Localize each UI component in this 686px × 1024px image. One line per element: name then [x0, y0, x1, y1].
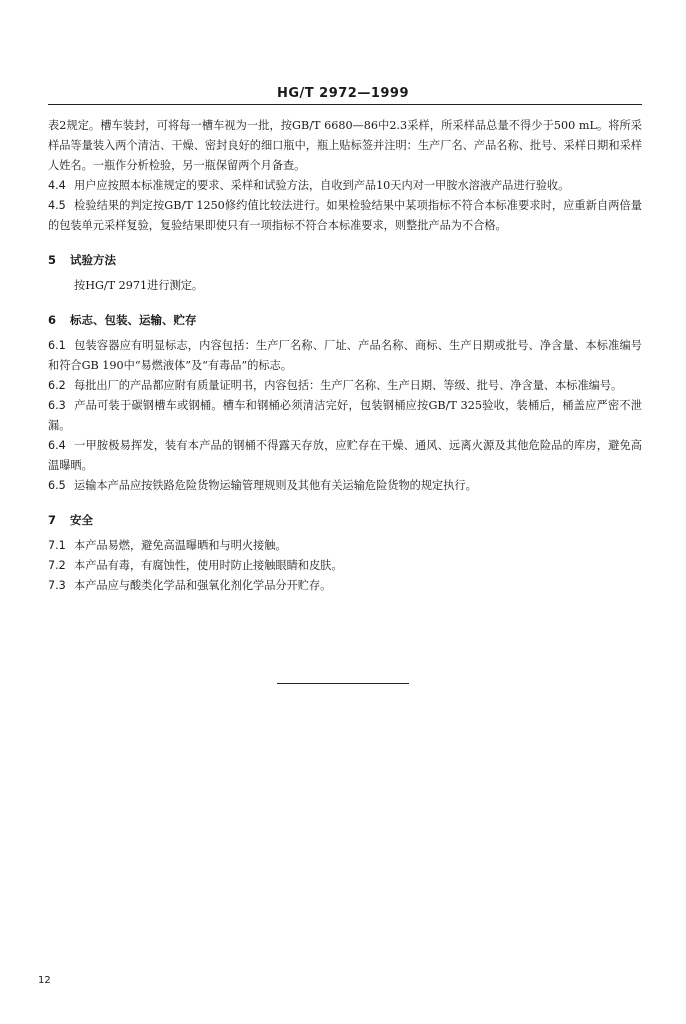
- clause-text: 本产品有毒，有腐蚀性，使用时防止接触眼睛和皮肤。: [74, 559, 343, 572]
- clause-6-2: [48, 376, 642, 396]
- clause-7-2: [48, 556, 642, 576]
- section-5-text: 按HG/T 2971进行测定。: [74, 279, 204, 292]
- header-rule: [48, 104, 642, 105]
- clause-number: 7.3: [48, 579, 66, 592]
- clause-text: 产品可装于碳钢槽车或钢桶。槽车和钢桶必须清洁完好，包装钢桶应按GB/T 325验收，装桶后，桶盖应严密不泄漏。: [48, 399, 642, 432]
- clause-text: 本产品易燃，避免高温曝晒和与明火接触。: [74, 539, 287, 552]
- section-number: 6: [48, 313, 57, 327]
- clause-number: 6.5: [48, 479, 66, 492]
- section-number: 5: [48, 253, 57, 267]
- clause-number: 7.2: [48, 559, 66, 572]
- clause-number: 6.3: [48, 399, 66, 412]
- clause-number: 7.1: [48, 539, 66, 552]
- clause-number: 4.5: [48, 199, 66, 212]
- clause-number: 6.1: [48, 339, 66, 352]
- section-heading: 试验方法: [70, 253, 116, 267]
- clause-number: 6.4: [48, 439, 66, 452]
- document-body: [48, 116, 642, 596]
- page-number: 12: [38, 975, 51, 986]
- section-number: 7: [48, 513, 57, 527]
- section-5-title: [48, 250, 642, 270]
- clause-6-3: [48, 396, 642, 436]
- section-heading: 安全: [70, 513, 93, 527]
- clause-text: 包装容器应有明显标志，内容包括：生产厂名称、厂址、产品名称、商标、生产日期或批号、净含量、本标准编号和符合GB 190中“易燃液体”及“有毒品”的标志。: [48, 339, 642, 372]
- section-heading: 标志、包装、运输、贮存: [70, 313, 197, 327]
- clause-6-4: [48, 436, 642, 476]
- clause-7-1: [48, 536, 642, 556]
- clause-6-5: [48, 476, 642, 496]
- section-7-title: [48, 510, 642, 530]
- clause-4-4: [48, 176, 642, 196]
- clause-6-1: [48, 336, 642, 376]
- clause-7-3: [48, 576, 642, 596]
- clause-4-5: [48, 196, 642, 236]
- standard-code-header: HG/T 2972—1999: [276, 86, 410, 101]
- clause-text: 检验结果的判定按GB/T 1250修约值比较法进行。如果检验结果中某项指标不符合本标准要求时，应重新自两倍量的包装单元采样复验，复验结果即使只有一项指标不符合本标准要求，则整批产品为不合格。: [48, 199, 642, 232]
- clause-text: 用户应按照本标准规定的要求、采样和试验方法，自收到产品10天内对一甲胺水溶液产品进行验收。: [74, 179, 570, 192]
- intro-paragraph: 表2规定。槽车装封，可将每一槽车视为一批，按GB/T 6680—86中2.3采样，所采样品总量不得少于500 mL。将所采样品等量装入两个清洁、干燥、密封良好的细口瓶中，瓶上贴标签并注明：生产厂名、产品名称、批号、采样日期和采样人姓名。一瓶作分析检验，另一瓶保留两个月备查。: [48, 119, 642, 172]
- clause-text: 运输本产品应按铁路危险货物运输管理规则及其他有关运输危险货物的规定执行。: [74, 479, 477, 492]
- clause-text: 每批出厂的产品都应附有质量证明书，内容包括：生产厂名称、生产日期、等级、批号、净含量、本标准编号。: [74, 379, 623, 392]
- clause-text: 本产品应与酸类化学品和强氧化剂化学品分开贮存。: [74, 579, 332, 592]
- clause-number: 6.2: [48, 379, 66, 392]
- clause-number: 4.4: [48, 179, 66, 192]
- section-6-title: [48, 310, 642, 330]
- clause-text: 一甲胺极易挥发，装有本产品的钢桶不得露天存放，应贮存在干燥、通风、远离火源及其他危险品的库房，避免高温曝晒。: [48, 439, 642, 472]
- end-of-document-rule: [277, 683, 409, 684]
